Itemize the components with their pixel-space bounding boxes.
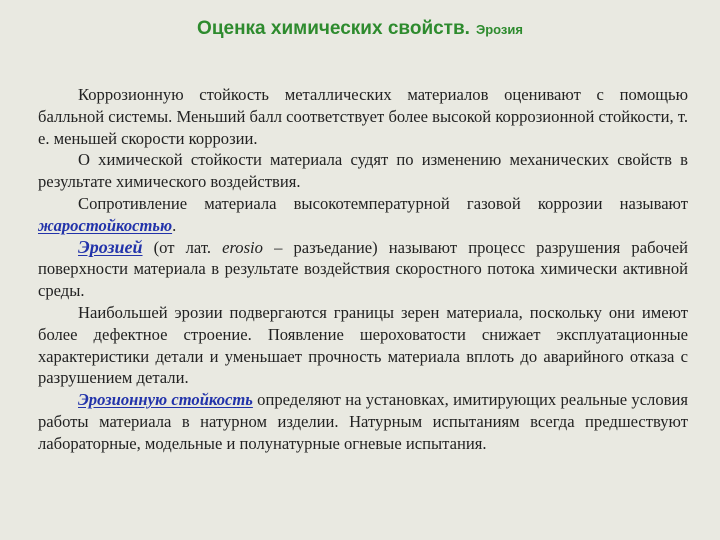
heat-resistance-intro: Сопротивление материала высокотемпературной газовой коррозии называют (78, 193, 688, 213)
paragraph-chemical-resistance: О химической стойкости материала судят по изменению механических свойств в результате химического воздействия. (38, 150, 688, 192)
paragraph-corrosion-resistance: Коррозионную стойкость металлических материалов оценивают с помощью балльной системы. Меньший балл соответствует более высокой коррозионной стойкости, т. е. меньшей скорости коррозии. (38, 85, 688, 148)
paragraph-grain-boundaries: Наибольшей эрозии подвергаются границы зерен материала, поскольку они имеют более дефектное строение. Появление шероховатости снижает эксплуатационные характеристики детали и уменьшает прочность материала вплоть до аварийного отказа с разрушением детали. (38, 302, 688, 388)
erosion-resistance-text: определяют на установках, имитирующих реальные условия работы материала в натурном изделии. Натурным испытаниям всегда предшествуют лабораторные, модельные и полунатурные огневые испытания. (38, 390, 688, 453)
slide-body (38, 84, 688, 455)
latin-word: erosio (222, 237, 263, 257)
term-erosion-resistance: Эрозионную стойкость (78, 390, 253, 410)
title-sub: Эрозия (475, 22, 523, 37)
title-main: Оценка химических свойств. (197, 18, 470, 39)
paragraph-heat-resistance (38, 193, 688, 237)
slide-title (0, 18, 720, 40)
erosion-origin-intro: (от лат. (142, 237, 223, 257)
term-heat-resistance: жаростойкостью (38, 215, 173, 235)
paragraph-erosion-resistance (38, 389, 688, 454)
paragraph-erosion-definition (38, 237, 688, 302)
heat-resistance-end: . (172, 215, 177, 235)
term-erosion: Эрозией (78, 236, 143, 257)
erosion-definition-text: – разъедание) называют процесс разрушения рабочей поверхности материала в результате воздействия скоростного потока химически активной среды. (38, 237, 688, 301)
